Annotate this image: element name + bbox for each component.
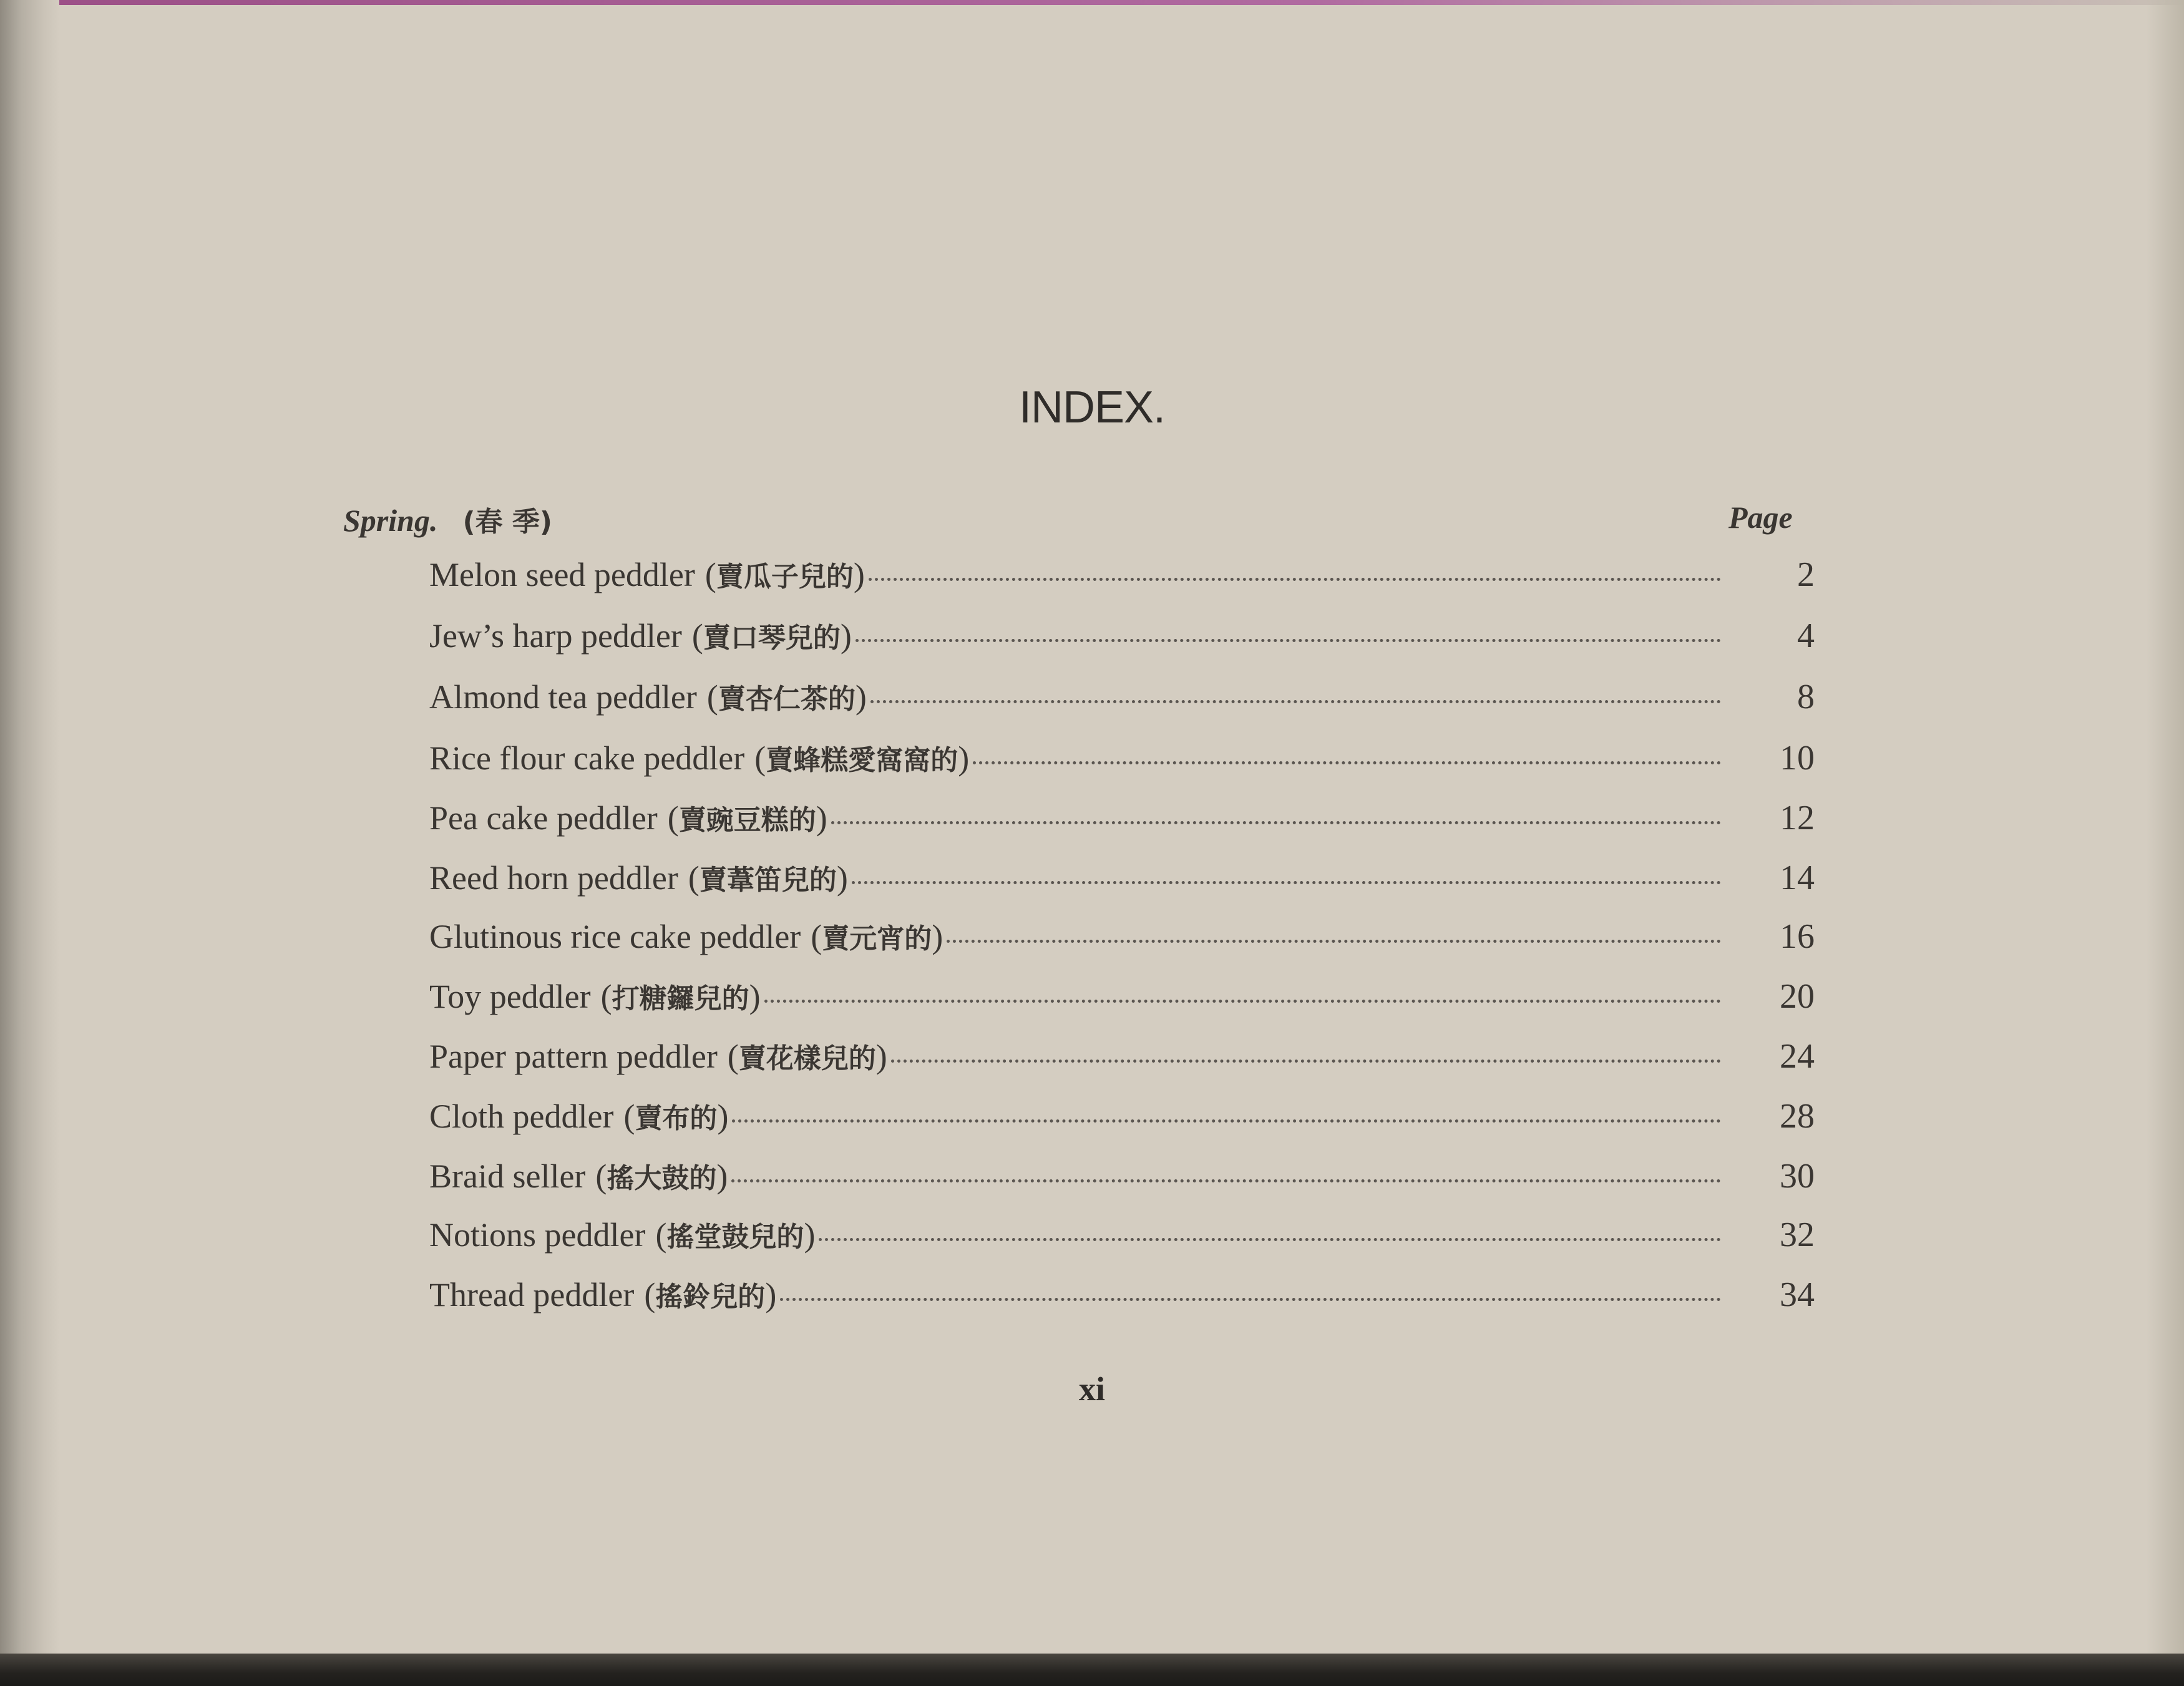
section-heading-english: Spring. — [343, 503, 438, 538]
index-entry — [429, 1274, 1815, 1324]
entry-page-number: 14 — [1780, 859, 1815, 897]
index-entry — [429, 857, 1815, 907]
folio-page-number: xi — [1078, 1370, 1105, 1408]
page-right-edge — [2147, 0, 2184, 1686]
entry-chinese: (賣口琴兒的) — [691, 617, 852, 655]
page-title: INDEX. — [1018, 383, 1166, 432]
entry-title: Almond tea peddler — [429, 678, 697, 716]
dot-leader — [947, 940, 1721, 943]
entry-title: Melon seed peddler — [429, 556, 695, 593]
index-entry — [429, 976, 1815, 1026]
dot-leader — [732, 1119, 1721, 1123]
entry-page-number: 10 — [1780, 739, 1815, 777]
index-entry — [429, 1156, 1815, 1206]
index-entry — [429, 1036, 1815, 1086]
entry-page-number: 8 — [1797, 678, 1815, 716]
entry-chinese: (賣杏仁茶的) — [706, 678, 867, 716]
entry-chinese: (賣瓜子兒的) — [704, 556, 865, 593]
entry-title: Jew’s harp peddler — [429, 617, 682, 655]
page-column-label: Page — [1728, 500, 1793, 535]
entry-page-number: 28 — [1780, 1097, 1815, 1136]
section-heading-spring — [343, 499, 552, 549]
entry-chinese: (賣花樣兒的) — [727, 1038, 887, 1075]
dot-leader — [780, 1298, 1721, 1301]
dot-leader — [764, 1000, 1721, 1003]
dot-leader — [819, 1238, 1721, 1241]
dot-leader — [891, 1060, 1721, 1063]
entry-chinese: (打糖鑼兒的) — [600, 978, 761, 1015]
entry-page-number: 2 — [1797, 555, 1815, 594]
entry-title: Toy peddler — [429, 978, 591, 1015]
index-entry — [429, 916, 1815, 966]
entry-chinese: (賣元宵的) — [811, 918, 943, 955]
dot-leader — [852, 881, 1721, 884]
index-entry-list — [429, 554, 1815, 1365]
entry-page-number: 12 — [1780, 799, 1815, 837]
dot-leader — [870, 700, 1721, 703]
entry-page-number: 32 — [1780, 1216, 1815, 1254]
index-entry — [429, 738, 1815, 787]
entry-chinese: (搖大鼓的) — [595, 1157, 728, 1195]
entry-title: Thread peddler — [429, 1276, 635, 1313]
entry-chinese: (搖堂鼓兒的) — [655, 1216, 816, 1254]
dot-leader — [731, 1179, 1721, 1182]
entry-chinese: (搖鈴兒的) — [644, 1276, 777, 1313]
index-entry — [429, 615, 1815, 665]
index-entry — [429, 1096, 1815, 1146]
entry-page-number: 20 — [1780, 977, 1815, 1016]
entry-page-number: 4 — [1797, 616, 1815, 655]
entry-chinese: (賣蜂糕愛窩窩的) — [754, 739, 970, 777]
index-entry — [429, 1214, 1815, 1264]
entry-page-number: 30 — [1780, 1157, 1815, 1196]
book-bottom-edge — [0, 1654, 2184, 1686]
entry-page-number: 24 — [1780, 1037, 1815, 1076]
book-spine-shadow — [0, 0, 59, 1686]
index-entry — [429, 676, 1815, 726]
entry-title: Pea cake peddler — [429, 799, 658, 837]
entry-title: Cloth peddler — [429, 1098, 614, 1135]
entry-title: Rice flour cake peddler — [429, 739, 745, 777]
entry-title: Glutinous rice cake peddler — [429, 918, 801, 955]
dot-leader — [831, 821, 1721, 824]
dot-leader — [856, 639, 1721, 642]
page-top-edge — [0, 0, 2184, 5]
entry-page-number: 16 — [1780, 917, 1815, 956]
index-entry — [429, 554, 1815, 604]
dot-leader — [973, 761, 1721, 764]
entry-page-number: 34 — [1780, 1275, 1815, 1314]
entry-title: Paper pattern peddler — [429, 1038, 718, 1075]
entry-chinese: (賣布的) — [623, 1098, 729, 1135]
dot-leader — [869, 578, 1721, 581]
entry-chinese: (賣豌豆糕的) — [667, 799, 827, 837]
entry-title: Reed horn peddler — [429, 859, 678, 897]
entry-chinese: (賣葦笛兒的) — [688, 859, 848, 897]
entry-title: Notions peddler — [429, 1216, 646, 1254]
section-heading-chinese: (春 季) — [462, 506, 553, 538]
entry-title: Braid seller — [429, 1157, 586, 1195]
index-entry — [429, 797, 1815, 847]
